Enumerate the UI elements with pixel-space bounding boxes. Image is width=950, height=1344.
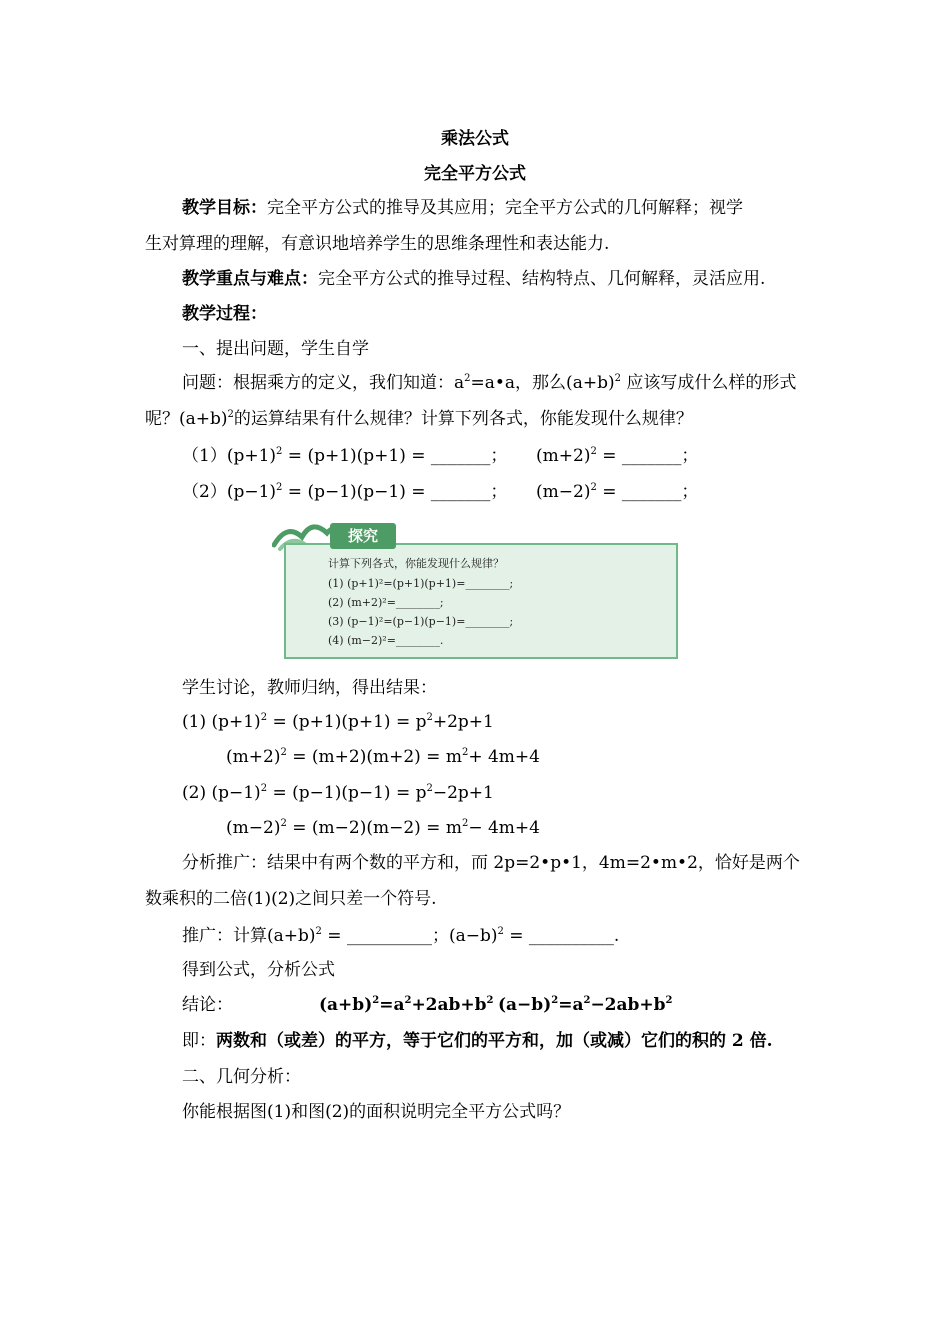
statement-prefix: 即： bbox=[182, 1031, 216, 1051]
formula-intro: 得到公式，分析公式 bbox=[182, 960, 335, 980]
explore-item-1: (1) (p+1)²=(p+1)(p+1)=________; bbox=[328, 577, 514, 590]
result-text: (1) (p+1) bbox=[182, 712, 261, 732]
result-text: = (m−2)(m−2) = m bbox=[286, 818, 462, 838]
result-text: = (p−1)(p−1) = p bbox=[267, 783, 427, 803]
result-text: (2) (p−1) bbox=[182, 783, 261, 803]
superscript: 2 bbox=[590, 446, 597, 457]
exercise-2-right bbox=[536, 481, 698, 503]
exercise-text: = _______； bbox=[596, 482, 699, 502]
section-2-heading: 二、几何分析： bbox=[182, 1067, 301, 1087]
result-text: − 4m+4 bbox=[468, 818, 540, 838]
question-line-1 bbox=[182, 372, 796, 394]
analysis-line-1: 分析推广：结果中有两个数的平方和，而 2p=2•p•1，4m=2•m•2，恰好是两个 bbox=[182, 853, 800, 873]
superscript: 2 bbox=[426, 712, 433, 723]
superscript: 2 bbox=[280, 818, 287, 829]
question-line-2 bbox=[145, 408, 693, 430]
result-2 bbox=[226, 746, 540, 768]
statement-text: 两数和（或差）的平方，等于它们的平方和，加（或减）它们的积的 2 倍. bbox=[216, 1031, 773, 1051]
generalize-line bbox=[182, 925, 619, 947]
superscript: 2 bbox=[583, 995, 591, 1006]
key-points-label: 教学重点与难点： bbox=[182, 269, 318, 289]
question-text-b: =a•a，那么(a+b) bbox=[470, 373, 615, 393]
explore-prompt: 计算下列各式，你能发现什么规律？ bbox=[328, 557, 504, 570]
superscript: 2 bbox=[590, 482, 597, 493]
result-3 bbox=[182, 782, 494, 804]
formula-text: =a bbox=[379, 995, 405, 1015]
superscript: 2 bbox=[665, 995, 673, 1006]
result-text: = (p+1)(p+1) = p bbox=[267, 712, 427, 732]
superscript: 2 bbox=[614, 373, 621, 384]
generalize-text: = __________；(a−b) bbox=[321, 926, 498, 946]
superscript: 2 bbox=[260, 712, 268, 723]
explore-item-4: (4) (m−2)²=________. bbox=[328, 634, 444, 647]
conclusion-label: 结论： bbox=[182, 995, 233, 1015]
formula-text: −2ab+b bbox=[590, 995, 666, 1015]
superscript: 2 bbox=[276, 482, 283, 493]
result-text: (m−2) bbox=[226, 818, 281, 838]
exercise-text: = (p+1)(p+1) = _______； bbox=[282, 446, 508, 466]
explore-item-3: (3) (p−1)²=(p−1)(p−1)=________; bbox=[328, 615, 514, 628]
exercise-text: (m−2) bbox=[536, 482, 591, 502]
statement-line bbox=[182, 1030, 773, 1052]
formula-text: (a−b) bbox=[498, 995, 552, 1015]
explore-image bbox=[272, 515, 677, 659]
result-1 bbox=[182, 711, 494, 733]
question-text-c: 应该写成什么样的形式 bbox=[620, 373, 797, 393]
exercise-1-right bbox=[536, 445, 698, 467]
exercise-text: （2）(p−1) bbox=[182, 482, 277, 502]
superscript: 2 bbox=[461, 818, 469, 829]
discussion-line: 学生讨论，教师归纳，得出结果： bbox=[182, 678, 437, 698]
goals-label: 教学目标： bbox=[182, 198, 267, 218]
document-title: 乘法公式 bbox=[441, 129, 509, 149]
superscript: 2 bbox=[497, 926, 504, 937]
result-text: −2p+1 bbox=[432, 783, 494, 803]
superscript: 2 bbox=[260, 783, 268, 794]
superscript: 2 bbox=[404, 995, 412, 1006]
exercise-text: = (p−1)(p−1) = _______； bbox=[282, 482, 508, 502]
superscript: 2 bbox=[461, 747, 469, 758]
explore-item-2: (2) (m+2)²=________; bbox=[328, 596, 444, 609]
result-text: (m+2) bbox=[226, 747, 281, 767]
result-4 bbox=[226, 817, 540, 839]
formula-text: +2ab+b bbox=[411, 995, 487, 1015]
goals-line-2: 生对算理的理解，有意识地培养学生的思维条理性和表达能力. bbox=[145, 234, 610, 254]
geometry-question: 你能根据图(1)和图(2)的面积说明完全平方公式吗？ bbox=[182, 1102, 571, 1122]
explore-tab: 探究 bbox=[330, 523, 396, 549]
process-label: 教学过程： bbox=[182, 304, 267, 324]
exercise-1-left bbox=[182, 445, 507, 467]
superscript: 2 bbox=[551, 995, 559, 1006]
formula-difference bbox=[498, 994, 673, 1016]
question-text-d: 呢？(a+b) bbox=[145, 409, 228, 429]
formula-text: (a+b) bbox=[319, 995, 373, 1015]
goals-text-1: 完全平方公式的推导及其应用；完全平方公式的几何解释；视学 bbox=[267, 198, 743, 218]
superscript: 2 bbox=[426, 783, 433, 794]
superscript: 2 bbox=[372, 995, 380, 1006]
document-subtitle: 完全平方公式 bbox=[424, 164, 526, 184]
superscript: 2 bbox=[276, 446, 283, 457]
result-text: = (m+2)(m+2) = m bbox=[286, 747, 462, 767]
key-points-text: 完全平方公式的推导过程、结构特点、几何解释，灵活应用. bbox=[318, 269, 766, 289]
key-points-line bbox=[182, 268, 765, 290]
superscript: 2 bbox=[227, 409, 234, 420]
section-1-heading: 一、提出问题，学生自学 bbox=[182, 339, 369, 359]
exercise-text: (m+2) bbox=[536, 446, 591, 466]
superscript: 2 bbox=[486, 995, 494, 1006]
generalize-text: 推广：计算(a+b) bbox=[182, 926, 316, 946]
formula-text: =a bbox=[558, 995, 584, 1015]
question-text-a: 问题：根据乘方的定义，我们知道：a bbox=[182, 373, 465, 393]
exercise-2-left bbox=[182, 481, 507, 503]
superscript: 2 bbox=[315, 926, 322, 937]
analysis-line-2: 数乘积的二倍(1)(2)之间只差一个符号. bbox=[145, 889, 437, 909]
superscript: 2 bbox=[280, 747, 287, 758]
question-text-e: 的运算结果有什么规律？计算下列各式，你能发现什么规律？ bbox=[233, 409, 693, 429]
generalize-text: = __________. bbox=[503, 926, 620, 946]
goals-line-1 bbox=[182, 197, 743, 219]
exercise-text: = _______； bbox=[596, 446, 699, 466]
result-text: + 4m+4 bbox=[468, 747, 540, 767]
exercise-text: （1）(p+1) bbox=[182, 446, 277, 466]
result-text: +2p+1 bbox=[432, 712, 494, 732]
formula-sum bbox=[319, 994, 494, 1016]
superscript: 2 bbox=[464, 373, 471, 384]
